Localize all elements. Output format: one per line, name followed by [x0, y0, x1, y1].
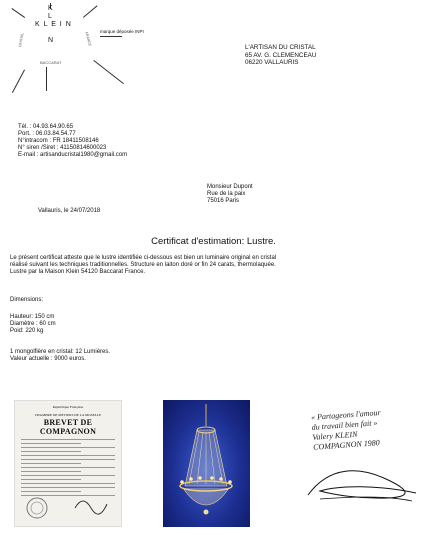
dimensions-list — [10, 314, 56, 335]
diameter-value: Diamètre : 60 cm — [10, 321, 56, 327]
logo-side-right: FRANCE — [84, 31, 92, 47]
recipient-address — [207, 184, 253, 205]
siren-number: N° siren /Siret : 41150814600023 — [18, 145, 107, 151]
logo-letter-n: N — [48, 37, 55, 44]
certificate-title: BREVET DE COMPAGNON — [39, 418, 97, 436]
sender-address — [245, 44, 316, 67]
logo-letter-k: K — [48, 5, 54, 12]
sender-city: 06220 VALLAURIS — [245, 59, 299, 67]
body-line: réalisé suivant les techniques traditionnelles. Structure en laiton doré or fin 24 carats, thermolaquée. — [10, 262, 276, 268]
logo-word: K L E I N — [35, 21, 72, 28]
recipient-street: Rue de la paix — [207, 191, 246, 197]
vat-number: N°intracom : FR 18411508146 — [18, 138, 99, 144]
logo-bottom: BACCARAT — [40, 60, 62, 65]
recipient-name: Monsieur Dupont — [207, 184, 253, 190]
compagnon-certificate-image — [14, 400, 122, 527]
certificate-sub: CHAMBRE DE METIERS DE LA MOSELLE — [34, 413, 102, 417]
phone: Tél. : 04.93.64.90.65 — [18, 124, 74, 130]
logo-letter-l: L — [48, 13, 53, 20]
quote-line: « Partageons l'amour — [310, 408, 381, 422]
certificate-header: République Française — [52, 405, 84, 409]
height-value: Hauteur: 150 cm — [10, 314, 55, 320]
mobile: Port. : 06.03.84.54.77 — [18, 131, 76, 137]
quote-signature-name: Valery KLEIN — [312, 429, 358, 442]
sender-name: L'ARTISAN DU CRISTAL — [245, 44, 316, 51]
company-logo — [0, 0, 170, 100]
trademark-text: marque déposée INPI — [100, 29, 144, 34]
chandelier-photo — [163, 400, 250, 527]
body-line: Le présent certificat atteste que le lustre identifiée ci-dessous est bien un luminaire original en cristal — [10, 255, 277, 261]
certificate-body — [10, 255, 276, 276]
lights-detail: 1 mongolfière en cristal: 12 Lumières. — [10, 349, 111, 355]
weight-value: Poid: 220 kg — [10, 328, 44, 334]
contact-block — [18, 124, 127, 159]
document-title: Certificat d'estimation: Lustre. — [151, 236, 276, 247]
quote-signature-title: COMPAGNON 1980 — [312, 438, 381, 452]
quote-line: du travail bien fait » — [311, 418, 378, 432]
logo-side-left: CRISTAL — [18, 32, 25, 48]
date-line: Vallauris, le 24/07/2018 — [38, 208, 101, 214]
value-detail: Valeur actuelle : 9000 euros. — [10, 356, 86, 362]
compagnon-quote — [311, 405, 424, 453]
details-list — [10, 349, 110, 363]
recipient-city: 75016 Paris — [207, 198, 240, 204]
sender-street: 65 AV. G. CLEMENCEAU — [245, 51, 317, 59]
certificate-seal — [15, 486, 121, 526]
handwritten-signature — [300, 455, 420, 510]
dimensions-label: Dimensions: — [10, 297, 44, 303]
email: E-mail : artisanducristal1980@gmail.com — [18, 152, 128, 158]
body-line: Lustre par la Maison Klein 54120 Baccarat France. — [10, 269, 146, 275]
